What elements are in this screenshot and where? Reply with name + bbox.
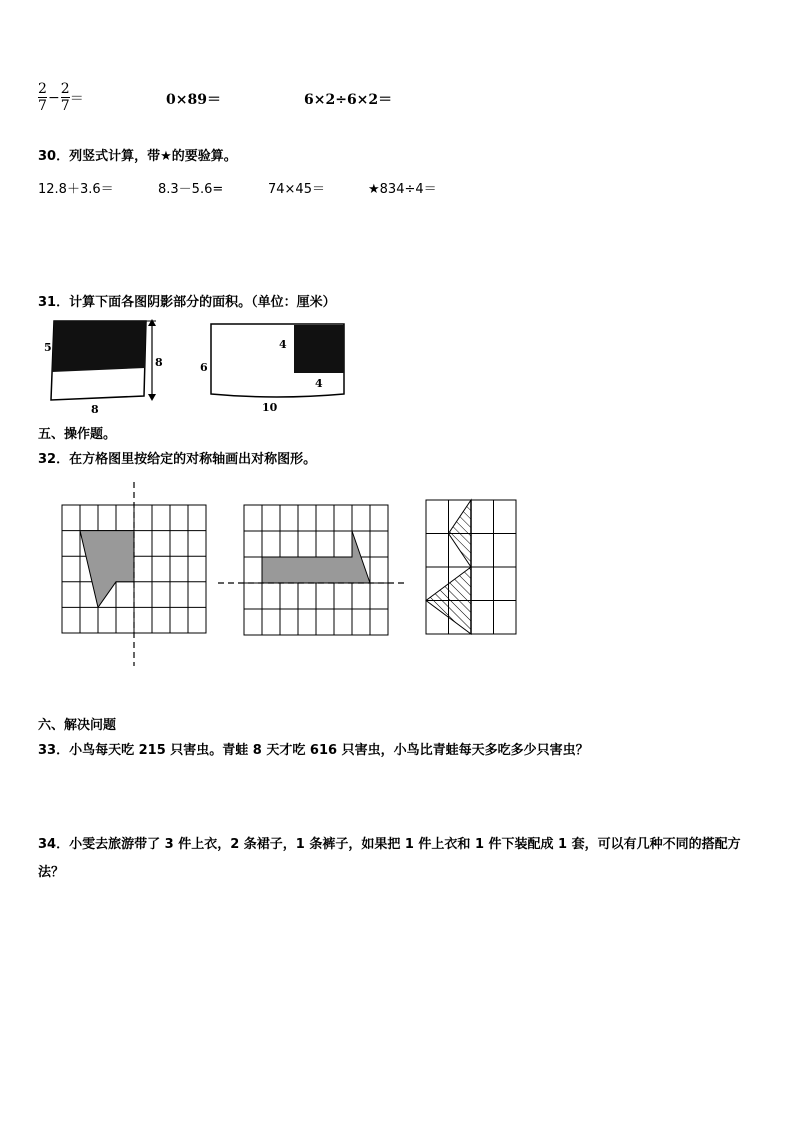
fraction-a [38, 82, 47, 113]
q34-line-1: 34．小雯去旅游带了 3 件上衣，2 条裙子，1 条裤子，如果把 1 件上衣和 1 件下装配成 1 套，可以有几种不同的搭配方 [38, 837, 741, 852]
fig2-label-bottom: 10 [262, 401, 278, 414]
q30-item-1: 12.8＋3.6＝ [38, 182, 114, 197]
section-6-heading: 六、解决问题 [38, 718, 117, 733]
fraction-b [61, 82, 70, 113]
fig1-arrow-top [148, 319, 156, 326]
fraction-expression [38, 82, 84, 113]
fraction-b-denominator: 7 [60, 98, 70, 114]
q32-grid-2 [216, 500, 406, 640]
q30-item-4: ★834÷4＝ [368, 182, 437, 197]
q30-title: 30．列竖式计算，带★的要验算。 [38, 149, 237, 164]
expression-2: 0×89＝ [166, 92, 221, 108]
fig2-label-inner-left: 4 [279, 338, 287, 351]
fraction-a-numerator: 2 [38, 81, 47, 97]
q32-grid-3 [424, 498, 520, 638]
minus-sign: − [48, 89, 60, 106]
fig1-label-left: 5 [44, 341, 52, 354]
fraction-b-numerator: 2 [60, 81, 70, 97]
equals-sign: ＝ [69, 90, 84, 107]
grid1-shape [80, 531, 134, 608]
fig2-shaded-square [294, 325, 344, 373]
fig1-label-right: 8 [155, 356, 163, 369]
q32-title: 32．在方格图里按给定的对称轴画出对称图形。 [38, 452, 317, 467]
fig2-label-left: 6 [200, 361, 208, 374]
q34-line-2: 法？ [38, 865, 65, 880]
q31-figure-1 [36, 316, 166, 414]
q30-item-3: 74×45＝ [268, 182, 325, 197]
q31-title: 31．计算下面各图阴影部分的面积。（单位：厘米） [38, 295, 336, 310]
expression-3: 6×2÷6×2＝ [304, 92, 393, 108]
q33-text: 33．小鸟每天吃 215 只害虫。青蛙 8 天才吃 616 只害虫，小鸟比青蛙每天多吃多少只害虫？ [38, 743, 589, 758]
fig2-label-inner-bottom: 4 [315, 377, 323, 390]
fig1-shaded-region [52, 321, 146, 372]
section-5-heading: 五、操作题。 [38, 427, 117, 442]
q31-figure-2 [196, 318, 352, 416]
fig1-arrow-bottom [148, 394, 156, 401]
grid3-upper-hatched-triangle [449, 500, 472, 567]
q30-item-2: 8.3－5.6= [158, 182, 224, 197]
q32-grid-1 [60, 480, 210, 668]
fraction-a-denominator: 7 [38, 98, 47, 114]
fig1-label-bottom: 8 [91, 403, 99, 414]
